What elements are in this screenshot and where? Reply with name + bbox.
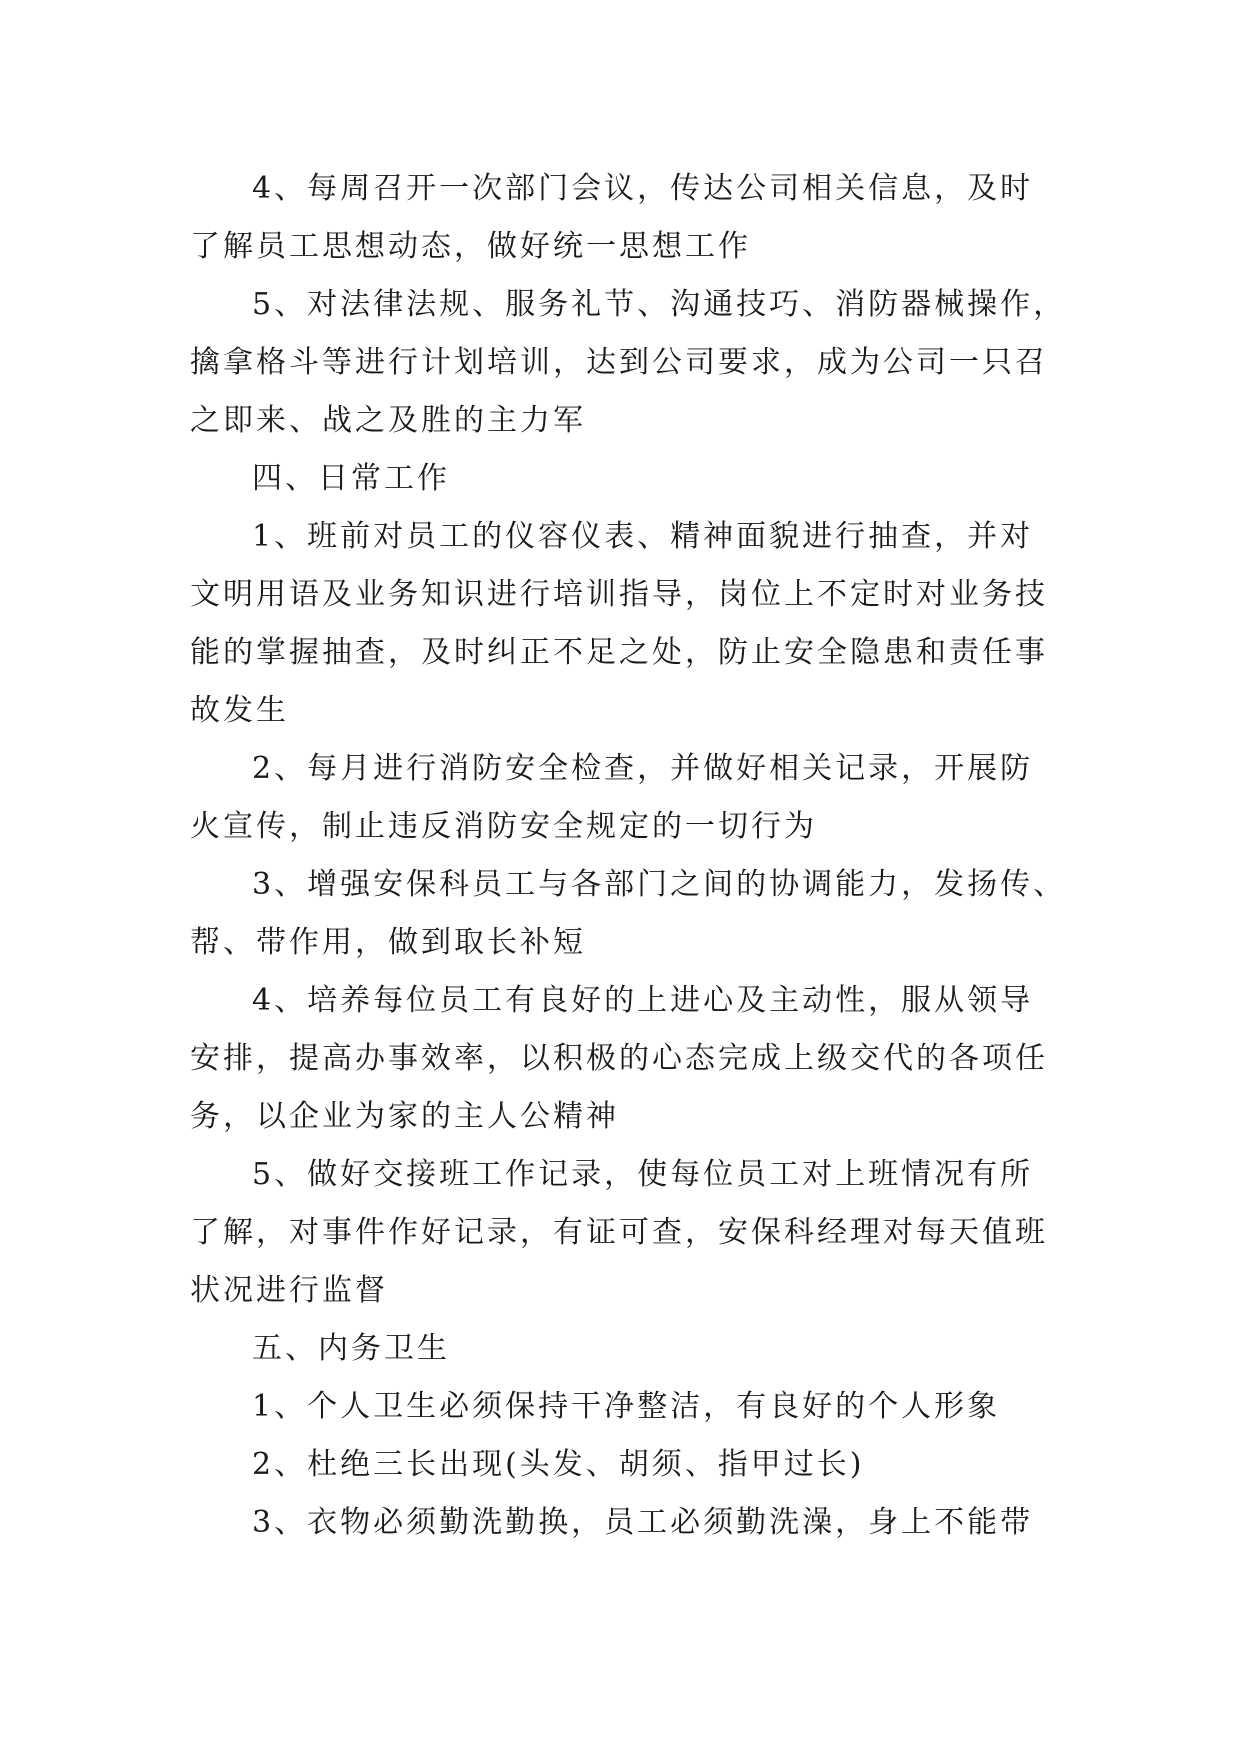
paragraph-line: 火宣传，制止违反消防安全规定的一切行为 [190, 809, 817, 844]
paragraph-line: 4、培养每位员工有良好的上进心及主动性，服从领导 [252, 983, 1034, 1018]
paragraph-line: 擒拿格斗等进行计划培训，达到公司要求，成为公司一只召 [190, 345, 1048, 380]
paragraph-line: 了解，对事件作好记录，有证可查，安保科经理对每天值班 [190, 1215, 1048, 1250]
section-heading: 五、内务卫生 [252, 1331, 450, 1366]
paragraph-line: 安排，提高办事效率，以积极的心态完成上级交代的各项任 [190, 1041, 1048, 1076]
paragraph-line: 务，以企业为家的主人公精神 [190, 1099, 619, 1134]
document-body [190, 160, 1070, 1552]
paragraph-line: 3、增强安保科员工与各部门之间的协调能力，发扬传、 [252, 867, 1067, 902]
paragraph-line: 帮、带作用，做到取长补短 [190, 925, 586, 960]
paragraph-line: 1、班前对员工的仪容仪表、精神面貌进行抽查，并对 [252, 519, 1034, 554]
paragraph-line: 能的掌握抽查，及时纠正不足之处，防止安全隐患和责任事 [190, 635, 1048, 670]
paragraph-line: 状况进行监督 [190, 1273, 388, 1308]
paragraph-line: 之即来、战之及胜的主力军 [190, 403, 586, 438]
paragraph-line: 1、个人卫生必须保持干净整洁，有良好的个人形象 [252, 1389, 1001, 1424]
paragraph-line: 4、每周召开一次部门会议，传达公司相关信息，及时 [252, 171, 1034, 206]
paragraph-line: 2、杜绝三长出现(头发、胡须、指甲过长) [252, 1447, 865, 1482]
paragraph-line: 文明用语及业务知识进行培训指导，岗位上不定时对业务技 [190, 577, 1048, 612]
paragraph-line: 2、每月进行消防安全检查，并做好相关记录，开展防 [252, 751, 1034, 786]
paragraph-line: 5、做好交接班工作记录，使每位员工对上班情况有所 [252, 1157, 1034, 1192]
section-heading: 四、日常工作 [252, 461, 450, 496]
paragraph-line: 了解员工思想动态，做好统一思想工作 [190, 229, 751, 264]
paragraph-line: 5、对法律法规、服务礼节、沟通技巧、消防器械操作， [252, 287, 1067, 322]
paragraph-line: 故发生 [190, 693, 289, 728]
paragraph-line: 3、衣物必须勤洗勤换，员工必须勤洗澡，身上不能带 [252, 1505, 1034, 1540]
